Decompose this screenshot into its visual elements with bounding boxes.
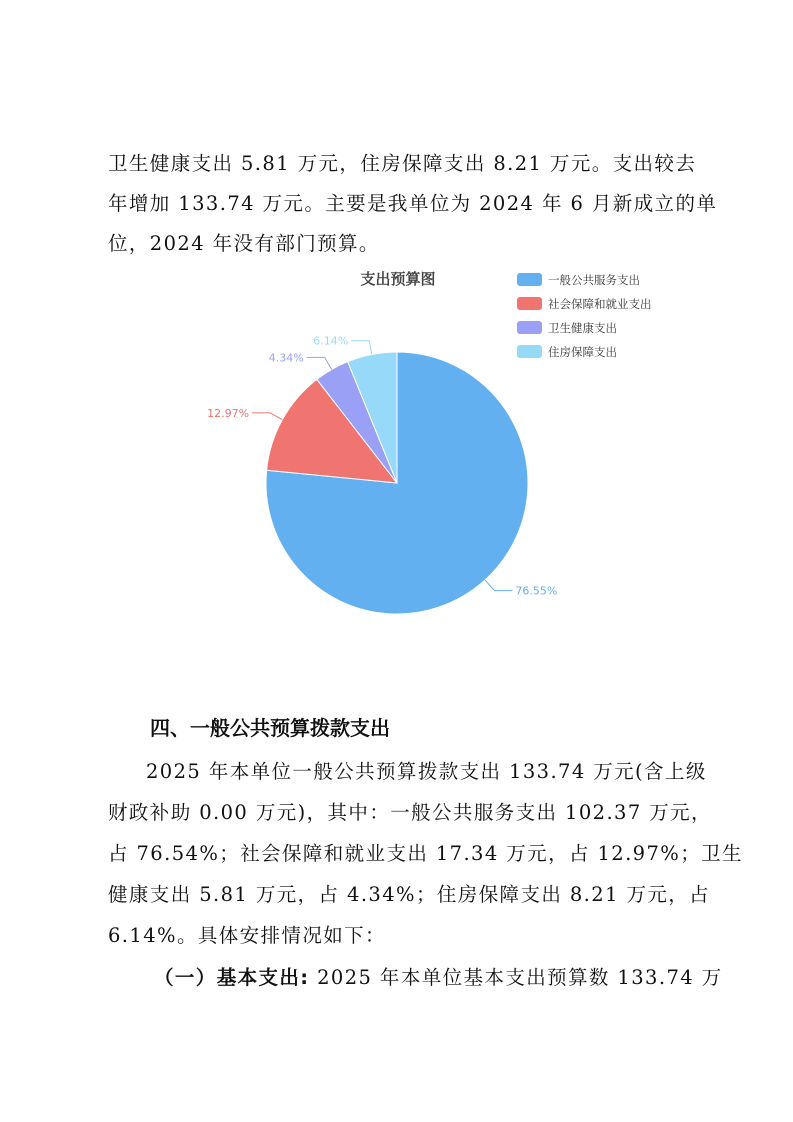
- legend-label-4: 住房保障支出: [548, 345, 617, 359]
- label-leader-line-1: [485, 580, 512, 590]
- chart-legend: [517, 273, 652, 359]
- legend-item-2[interactable]: [517, 297, 652, 311]
- label-leader-line-4: [351, 341, 372, 355]
- intro-line-1: 卫生健康支出 5.81 万元，住房保障支出 8.21 万元。支出较去: [108, 152, 697, 175]
- pie-data-label-2: 12.97%: [207, 406, 250, 420]
- pie-slices: [266, 352, 528, 614]
- legend-swatch-1: [517, 273, 542, 286]
- label-leader-line-3: [307, 357, 332, 369]
- pie-data-label-3: 4.34%: [268, 351, 304, 365]
- pie-data-label-1: 76.55%: [515, 584, 558, 598]
- intro-line-2: 年增加 133.74 万元。主要是我单位为 2024 年 6 月新成立的单: [108, 192, 718, 215]
- section-4-line-4: 健康支出 5.81 万元，占 4.34%；住房保障支出 8.21 万元，占: [108, 883, 711, 906]
- subsection-1-line: [154, 962, 723, 990]
- expenditure-pie-chart: [0, 255, 793, 625]
- pie-data-label-4: 6.14%: [313, 334, 349, 348]
- legend-swatch-4: [517, 345, 542, 358]
- intro-line-3: 位，2024 年没有部门预算。: [108, 232, 380, 255]
- subsection-1-text: 2025 年本单位基本支出预算数 133.74 万: [309, 966, 723, 989]
- section-4-line-2: 财政补助 0.00 万元)，其中：一般公共服务支出 102.37 万元，: [108, 801, 712, 824]
- legend-item-4[interactable]: [517, 345, 617, 359]
- chart-title: 支出预算图: [360, 270, 436, 288]
- legend-swatch-2: [517, 297, 542, 310]
- subsection-1-label: （一）基本支出:: [154, 966, 310, 989]
- legend-item-1[interactable]: [517, 273, 640, 287]
- section-4-heading: 四、一般公共预算拨款支出: [150, 716, 390, 740]
- section-4-line-1: 2025 年本单位一般公共预算拨款支出 133.74 万元(含上级: [146, 760, 707, 783]
- legend-label-1: 一般公共服务支出: [548, 273, 640, 287]
- legend-item-3[interactable]: [517, 321, 617, 335]
- section-4-line-3: 占 76.54%；社会保障和就业支出 17.34 万元，占 12.97%；卫生: [108, 842, 743, 865]
- legend-swatch-3: [517, 321, 542, 334]
- legend-label-3: 卫生健康支出: [548, 321, 617, 335]
- section-4-line-5: 6.14%。具体安排情况如下：: [108, 924, 386, 947]
- legend-label-2: 社会保障和就业支出: [548, 297, 652, 311]
- label-leader-line-2: [252, 413, 282, 420]
